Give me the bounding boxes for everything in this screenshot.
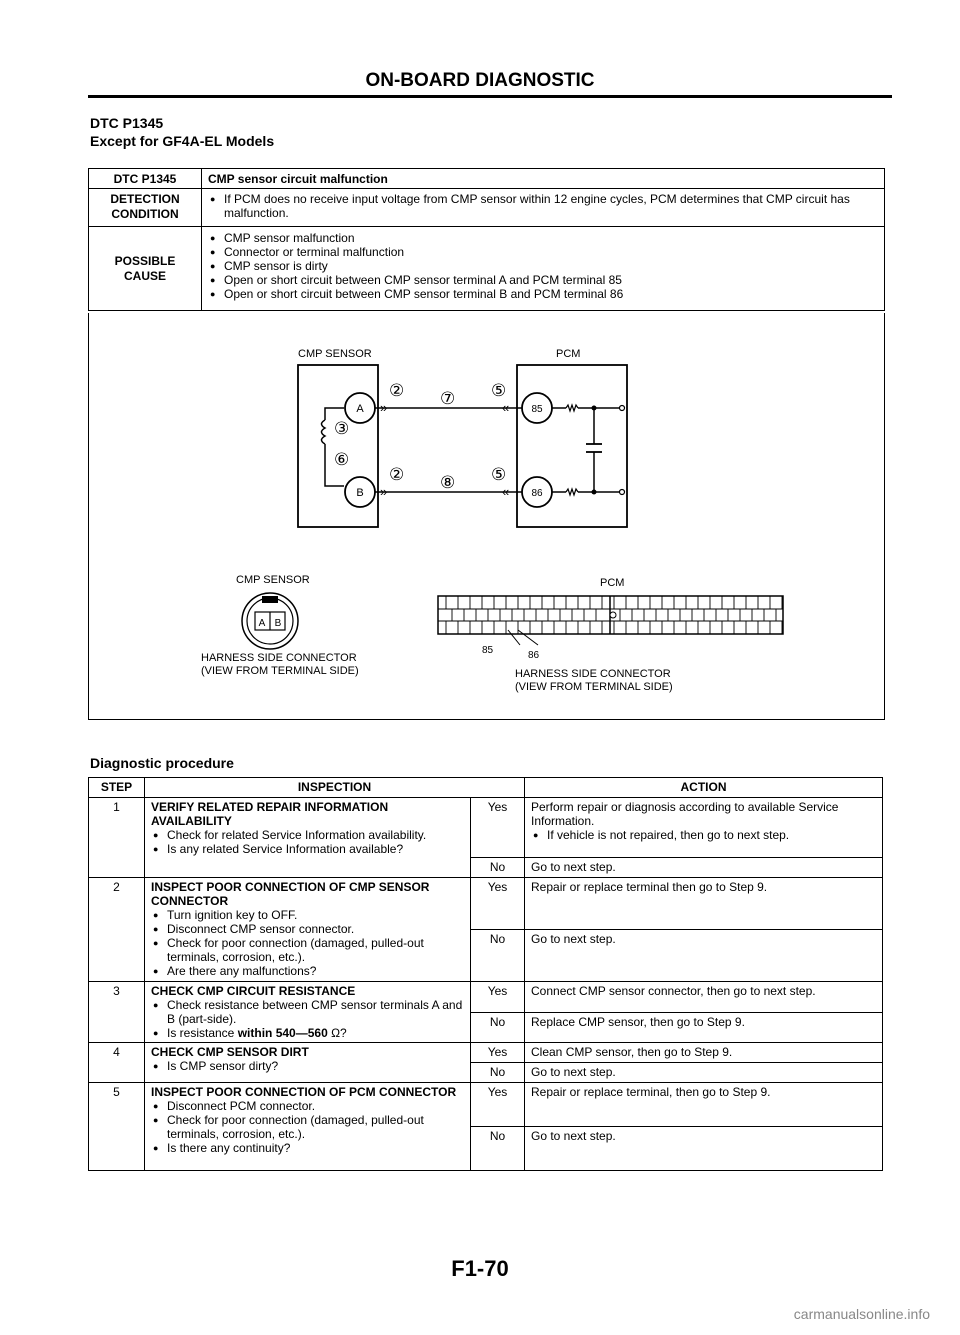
action-text: Connect CMP sensor connector, then go to next step. <box>525 982 883 1013</box>
answer-no: No <box>471 930 525 982</box>
col-action: ACTION <box>525 778 883 798</box>
conn-pin-a: A <box>258 618 266 629</box>
dtc-title: DTC P1345 <box>90 115 164 131</box>
answer-no: No <box>471 1127 525 1171</box>
action-text: Perform repair or diagnosis according to available Service Information. <box>531 800 839 828</box>
cause-item: ● Open or short circuit between CMP sensor terminal B and PCM terminal 86 <box>208 287 878 301</box>
action-text: Repair or replace terminal then go to Step 9. <box>525 878 883 930</box>
answer-yes: Yes <box>471 798 525 858</box>
connector-chevron-icon: » <box>380 484 388 499</box>
answer-yes: Yes <box>471 878 525 930</box>
conn-cmp-caption: HARNESS SIDE CONNECTOR <box>201 652 357 664</box>
step-number: 2 <box>89 878 145 982</box>
conn-pin-b: B <box>274 618 282 629</box>
step-bullet: ● Is CMP sensor dirty? <box>151 1059 464 1073</box>
cmp-sensor-label: CMP SENSOR <box>298 348 372 360</box>
procedure-table <box>88 777 883 1171</box>
cause-item: ● Connector or terminal malfunction <box>208 245 878 259</box>
step-bullet: ● Turn ignition key to OFF. <box>151 908 464 922</box>
connector-chevron-icon: » <box>380 400 388 415</box>
terminal-b-label: B <box>356 487 364 499</box>
page-number: F1-70 <box>451 1256 509 1281</box>
step-heading: INSPECT POOR CONNECTION OF CMP SENSOR CONNECTOR <box>151 880 430 908</box>
dtc-subtitle: Except for GF4A-EL Models <box>90 133 275 149</box>
terminal-86-label: 86 <box>531 488 543 499</box>
cause-item: ● CMP sensor malfunction <box>208 231 878 245</box>
step-number: 5 <box>89 1083 145 1171</box>
action-text: Repair or replace terminal, then go to Step 9. <box>525 1083 883 1127</box>
step-bullet: ● Check for related Service Information availability. <box>151 828 464 842</box>
answer-no: No <box>471 1012 525 1043</box>
step-bullet: ● Check resistance between CMP sensor terminals A and B (part-side). <box>151 998 464 1026</box>
pcm-label: PCM <box>556 348 581 360</box>
connector-chevron-icon: « <box>502 484 510 499</box>
conn-pcm-label: PCM <box>600 577 625 589</box>
step-number: 1 <box>89 798 145 878</box>
step-bullet-resistance: ● Is resistance within 540—560 Ω? <box>151 1026 464 1040</box>
dtc-code-label: DTC P1345 <box>89 169 202 189</box>
connector-number: ⑤ <box>491 381 507 400</box>
cause-label: POSSIBLE CAUSE <box>89 227 202 311</box>
conn-cmp-caption: (VIEW FROM TERMINAL SIDE) <box>201 665 359 677</box>
action-text: Go to next step. <box>525 1063 883 1083</box>
col-inspection: INSPECTION <box>145 778 525 798</box>
table-row <box>89 982 883 1013</box>
step-bullet: ● Disconnect CMP sensor connector. <box>151 922 464 936</box>
action-text: Replace CMP sensor, then go to Step 9. <box>525 1012 883 1043</box>
resistor-icon <box>566 489 578 495</box>
step-bullet: ● Is there any continuity? <box>151 1141 464 1155</box>
terminal-a-label: A <box>356 403 364 415</box>
wire-number: ⑧ <box>440 473 456 492</box>
answer-no: No <box>471 858 525 878</box>
connector-number: ② <box>389 465 405 484</box>
pcm-pin-86: 86 <box>528 650 540 661</box>
detection-label: DETECTION CONDITION <box>89 189 202 227</box>
step-bullet: ● Are there any malfunctions? <box>151 964 464 978</box>
action-text: Go to next step. <box>525 858 883 878</box>
conn-cmp-label: CMP SENSOR <box>236 574 310 586</box>
dtc-code-desc: CMP sensor circuit malfunction <box>202 169 885 189</box>
action-text: Go to next step. <box>525 930 883 982</box>
conn-pcm-caption: (VIEW FROM TERMINAL SIDE) <box>515 681 673 693</box>
resistor-icon <box>566 405 578 411</box>
step-number: 4 <box>89 1043 145 1083</box>
step-heading: CHECK CMP CIRCUIT RESISTANCE <box>151 984 356 998</box>
table-row <box>89 1043 883 1063</box>
pcm-pin-85: 85 <box>482 645 494 656</box>
page-header: ON-BOARD DIAGNOSTIC <box>365 70 595 91</box>
detection-text: ● If PCM does no receive input voltage from CMP sensor within 12 engine cycles, PCM determines that CMP circuit has malfunction. <box>208 192 878 220</box>
step-heading: CHECK CMP SENSOR DIRT <box>151 1045 309 1059</box>
connector-number: ② <box>389 381 405 400</box>
table-row <box>89 798 883 858</box>
procedure-title: Diagnostic procedure <box>90 755 234 771</box>
table-row <box>89 1083 883 1127</box>
connector-number: ⑤ <box>491 465 507 484</box>
step-heading: VERIFY RELATED REPAIR INFORMATION AVAILABILITY <box>151 800 389 828</box>
connector-chevron-icon: « <box>502 400 510 415</box>
table-row <box>89 878 883 930</box>
watermark: carmanualsonline.info <box>793 1306 930 1322</box>
wire-number: ⑦ <box>440 389 456 408</box>
step-bullet: ● Is any related Service Information available? <box>151 842 464 856</box>
step-bullet: ● Check for poor connection (damaged, pulled-out terminals, corrosion, etc.). <box>151 1113 464 1141</box>
conn-pcm-caption: HARNESS SIDE CONNECTOR <box>515 668 671 680</box>
step-number: 3 <box>89 982 145 1043</box>
cause-item: ● CMP sensor is dirty <box>208 259 878 273</box>
cause-item: ● Open or short circuit between CMP sensor terminal A and PCM terminal 85 <box>208 273 878 287</box>
col-step: STEP <box>89 778 145 798</box>
step-bullet: ● Disconnect PCM connector. <box>151 1099 464 1113</box>
action-bullet: ● If vehicle is not repaired, then go to next step. <box>531 828 876 842</box>
answer-yes: Yes <box>471 1083 525 1127</box>
answer-yes: Yes <box>471 1043 525 1063</box>
terminal-85-label: 85 <box>531 404 543 415</box>
answer-yes: Yes <box>471 982 525 1013</box>
action-text: Clean CMP sensor, then go to Step 9. <box>525 1043 883 1063</box>
action-text: Go to next step. <box>525 1127 883 1171</box>
step-bullet: ● Check for poor connection (damaged, pulled-out terminals, corrosion, etc.). <box>151 936 464 964</box>
step-heading: INSPECT POOR CONNECTION OF PCM CONNECTOR <box>151 1085 457 1099</box>
coil-number: ⑥ <box>334 450 350 469</box>
coil-number: ③ <box>334 419 350 438</box>
answer-no: No <box>471 1063 525 1083</box>
